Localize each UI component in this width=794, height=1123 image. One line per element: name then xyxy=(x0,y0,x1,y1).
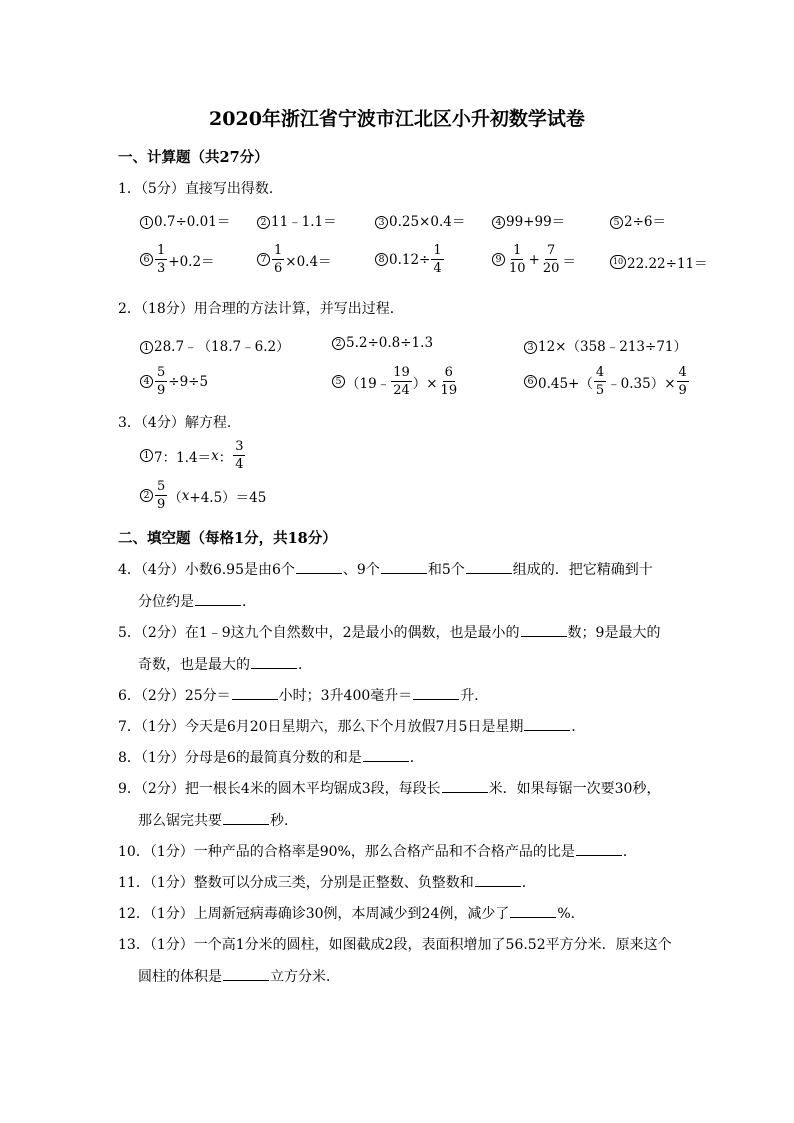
question-12: 12．（1分）上周新冠病毒确诊30例，本周减少到24例，减少了 %． xyxy=(118,903,585,923)
expression: 0.25×0.4＝ xyxy=(389,214,466,230)
q1-item-6 xyxy=(140,244,215,275)
circled-number: 1 xyxy=(140,216,153,229)
circled-number: 1 xyxy=(140,449,153,462)
section-1-heading: 一、计算题（共27分） xyxy=(118,149,269,166)
circled-number: 3 xyxy=(524,341,537,354)
q1-item-1 xyxy=(140,210,230,230)
answer-blank[interactable] xyxy=(363,747,409,762)
expression: ×0.4＝ xyxy=(285,253,332,270)
fraction: $\frac{4}{5}$ xyxy=(595,365,605,398)
question-5-line-2: 奇数，也是最大的 ． xyxy=(138,654,312,674)
section-2-heading: 二、填空题（每格1分，共18分） xyxy=(118,530,337,547)
circled-number: 2 xyxy=(140,489,153,502)
expression: 12×（358﹣213÷71） xyxy=(538,339,688,355)
circled-number: 4 xyxy=(140,375,153,388)
expression: ＝ xyxy=(562,253,576,270)
answer-blank[interactable] xyxy=(381,559,427,574)
fraction: $\frac{1}{10}$ xyxy=(509,243,526,276)
expression: 28.7﹣（18.7﹣6.2） xyxy=(154,339,290,355)
circled-number: 7 xyxy=(257,253,270,266)
q1-item-4 xyxy=(492,210,565,230)
question-7: 7．（1分）今天是6月20日星期六，那么下个月放假7月5日是星期 ． xyxy=(118,716,585,736)
q1-item-3 xyxy=(375,210,465,230)
question-2-heading: 2．（18分）用合理的方法计算，并写出过程． xyxy=(118,301,404,317)
answer-blank[interactable] xyxy=(413,685,459,700)
expression: ﹣0.35）× xyxy=(607,375,676,392)
q2-item-6 xyxy=(524,366,690,397)
answer-blank[interactable] xyxy=(296,559,342,574)
question-3-heading: 3．（4分）解方程． xyxy=(118,415,241,431)
q2-item-3 xyxy=(524,335,687,355)
fraction: $\frac{1}{6}$ xyxy=(274,243,283,276)
operator: + xyxy=(528,251,540,268)
q1-item-7 xyxy=(257,244,332,275)
fraction: $\frac{19}{24}$ xyxy=(393,365,410,398)
circled-number: 5 xyxy=(332,375,345,388)
fraction: $\frac{4}{9}$ xyxy=(678,365,687,398)
answer-blank[interactable] xyxy=(232,685,278,700)
question-13-line-2: 圆柱的体积是 立方分米． xyxy=(138,966,340,986)
circled-number: 6 xyxy=(524,375,537,388)
expression: 22.22÷11＝ xyxy=(627,256,708,272)
circled-number: 5 xyxy=(610,216,623,229)
fraction: $\frac{1}{4}$ xyxy=(433,243,442,276)
q2-item-4 xyxy=(140,366,208,397)
fraction: $\frac{5}{9}$ xyxy=(157,365,166,398)
expression: +4.5）＝45 xyxy=(189,489,267,506)
fraction: $\frac{3}{4}$ xyxy=(235,439,244,472)
fraction: $\frac{7}{20}$ xyxy=(542,243,560,276)
q1-item-2 xyxy=(257,210,337,230)
expression: 0.45+（ xyxy=(538,375,593,392)
expression: 0.12÷ xyxy=(389,251,431,268)
expression: ）× xyxy=(412,375,438,392)
q3-equation-1 xyxy=(140,440,246,471)
answer-blank[interactable] xyxy=(510,903,556,918)
variable: x xyxy=(181,487,190,504)
circled-number: 10 xyxy=(610,255,626,269)
circled-number: 8 xyxy=(375,253,388,266)
circled-number: 2 xyxy=(257,216,270,229)
variable: x xyxy=(211,447,219,464)
question-4-line-2: 分位约是 ． xyxy=(138,591,256,611)
expression: （19﹣ xyxy=(346,375,391,392)
circled-number: 2 xyxy=(332,337,345,350)
answer-blank[interactable] xyxy=(223,966,269,981)
circled-number: 6 xyxy=(140,253,153,266)
expression: （ xyxy=(168,489,182,506)
question-5-line-1: 5．（2分）在1﹣9这九个自然数中，2是最小的偶数，也是最小的 数；9是最大的 xyxy=(118,622,660,642)
answer-blank[interactable] xyxy=(475,872,521,887)
question-9-line-1: 9．（2分）把一根长4米的圆木平均锯成3段，每段长 米．如果每锯一次要30秒， xyxy=(118,778,660,798)
fraction: $\frac{6}{19}$ xyxy=(440,365,458,398)
q2-item-2 xyxy=(332,335,433,351)
question-9-line-2: 那么锯完共要 秒． xyxy=(138,810,298,830)
answer-blank[interactable] xyxy=(524,716,570,731)
q1-item-10 xyxy=(610,252,708,272)
q3-equation-2 xyxy=(140,480,266,511)
q2-item-1 xyxy=(140,335,290,355)
expression: 5.2÷0.8÷1.3 xyxy=(346,335,434,351)
expression: 7：1.4＝ xyxy=(154,449,212,466)
expression: 2÷6＝ xyxy=(624,214,666,230)
question-4-line-1: 4．（4分）小数6.95是由6个 、9个 和5个 组成的．把它精确到十 xyxy=(118,559,653,579)
question-8: 8．（1分）分母是6的最简真分数的和是 ． xyxy=(118,747,424,767)
q1-item-5 xyxy=(610,210,666,230)
circled-number: 4 xyxy=(492,216,505,229)
q2-item-5 xyxy=(332,366,460,397)
answer-blank[interactable] xyxy=(521,622,567,637)
question-1-heading: 1．（5分）直接写出得数． xyxy=(118,181,283,197)
question-10: 10．（1分）一种产品的合格率是90%，那么合格产品和不合格产品的比是 ． xyxy=(118,841,637,861)
expression: 99+99＝ xyxy=(506,214,566,230)
page-title: 2020年浙江省宁波市江北区小升初数学试卷 xyxy=(209,108,585,130)
circled-number: 3 xyxy=(375,216,388,229)
circled-number: 9 xyxy=(492,253,505,266)
expression: ： xyxy=(218,449,233,466)
answer-blank[interactable] xyxy=(223,810,269,825)
answer-blank[interactable] xyxy=(251,654,297,669)
question-13-line-1: 13．（1分）一个高1分米的圆柱，如图截成2段，表面积增加了56.52平方分米．原来这个 xyxy=(118,937,672,953)
answer-blank[interactable] xyxy=(442,778,488,793)
question-6: 6．（2分）25分＝ 小时；3升400毫升＝ 升． xyxy=(118,685,488,705)
question-11: 11．（1分）整数可以分成三类，分别是正整数、负整数和 ． xyxy=(118,872,536,892)
expression: 11﹣1.1＝ xyxy=(271,214,337,230)
answer-blank[interactable] xyxy=(195,591,241,606)
circled-number: 1 xyxy=(140,341,153,354)
expression: +0.2＝ xyxy=(168,253,215,270)
fraction: $\frac{1}{3}$ xyxy=(157,243,166,276)
answer-blank[interactable] xyxy=(466,559,512,574)
q1-item-9 xyxy=(492,244,576,275)
q1-item-8 xyxy=(375,244,445,275)
expression: ÷9÷5 xyxy=(168,373,209,390)
answer-blank[interactable] xyxy=(576,841,622,856)
fraction: $\frac{5}{9}$ xyxy=(157,479,166,512)
expression: 0.7÷0.01＝ xyxy=(154,214,231,230)
